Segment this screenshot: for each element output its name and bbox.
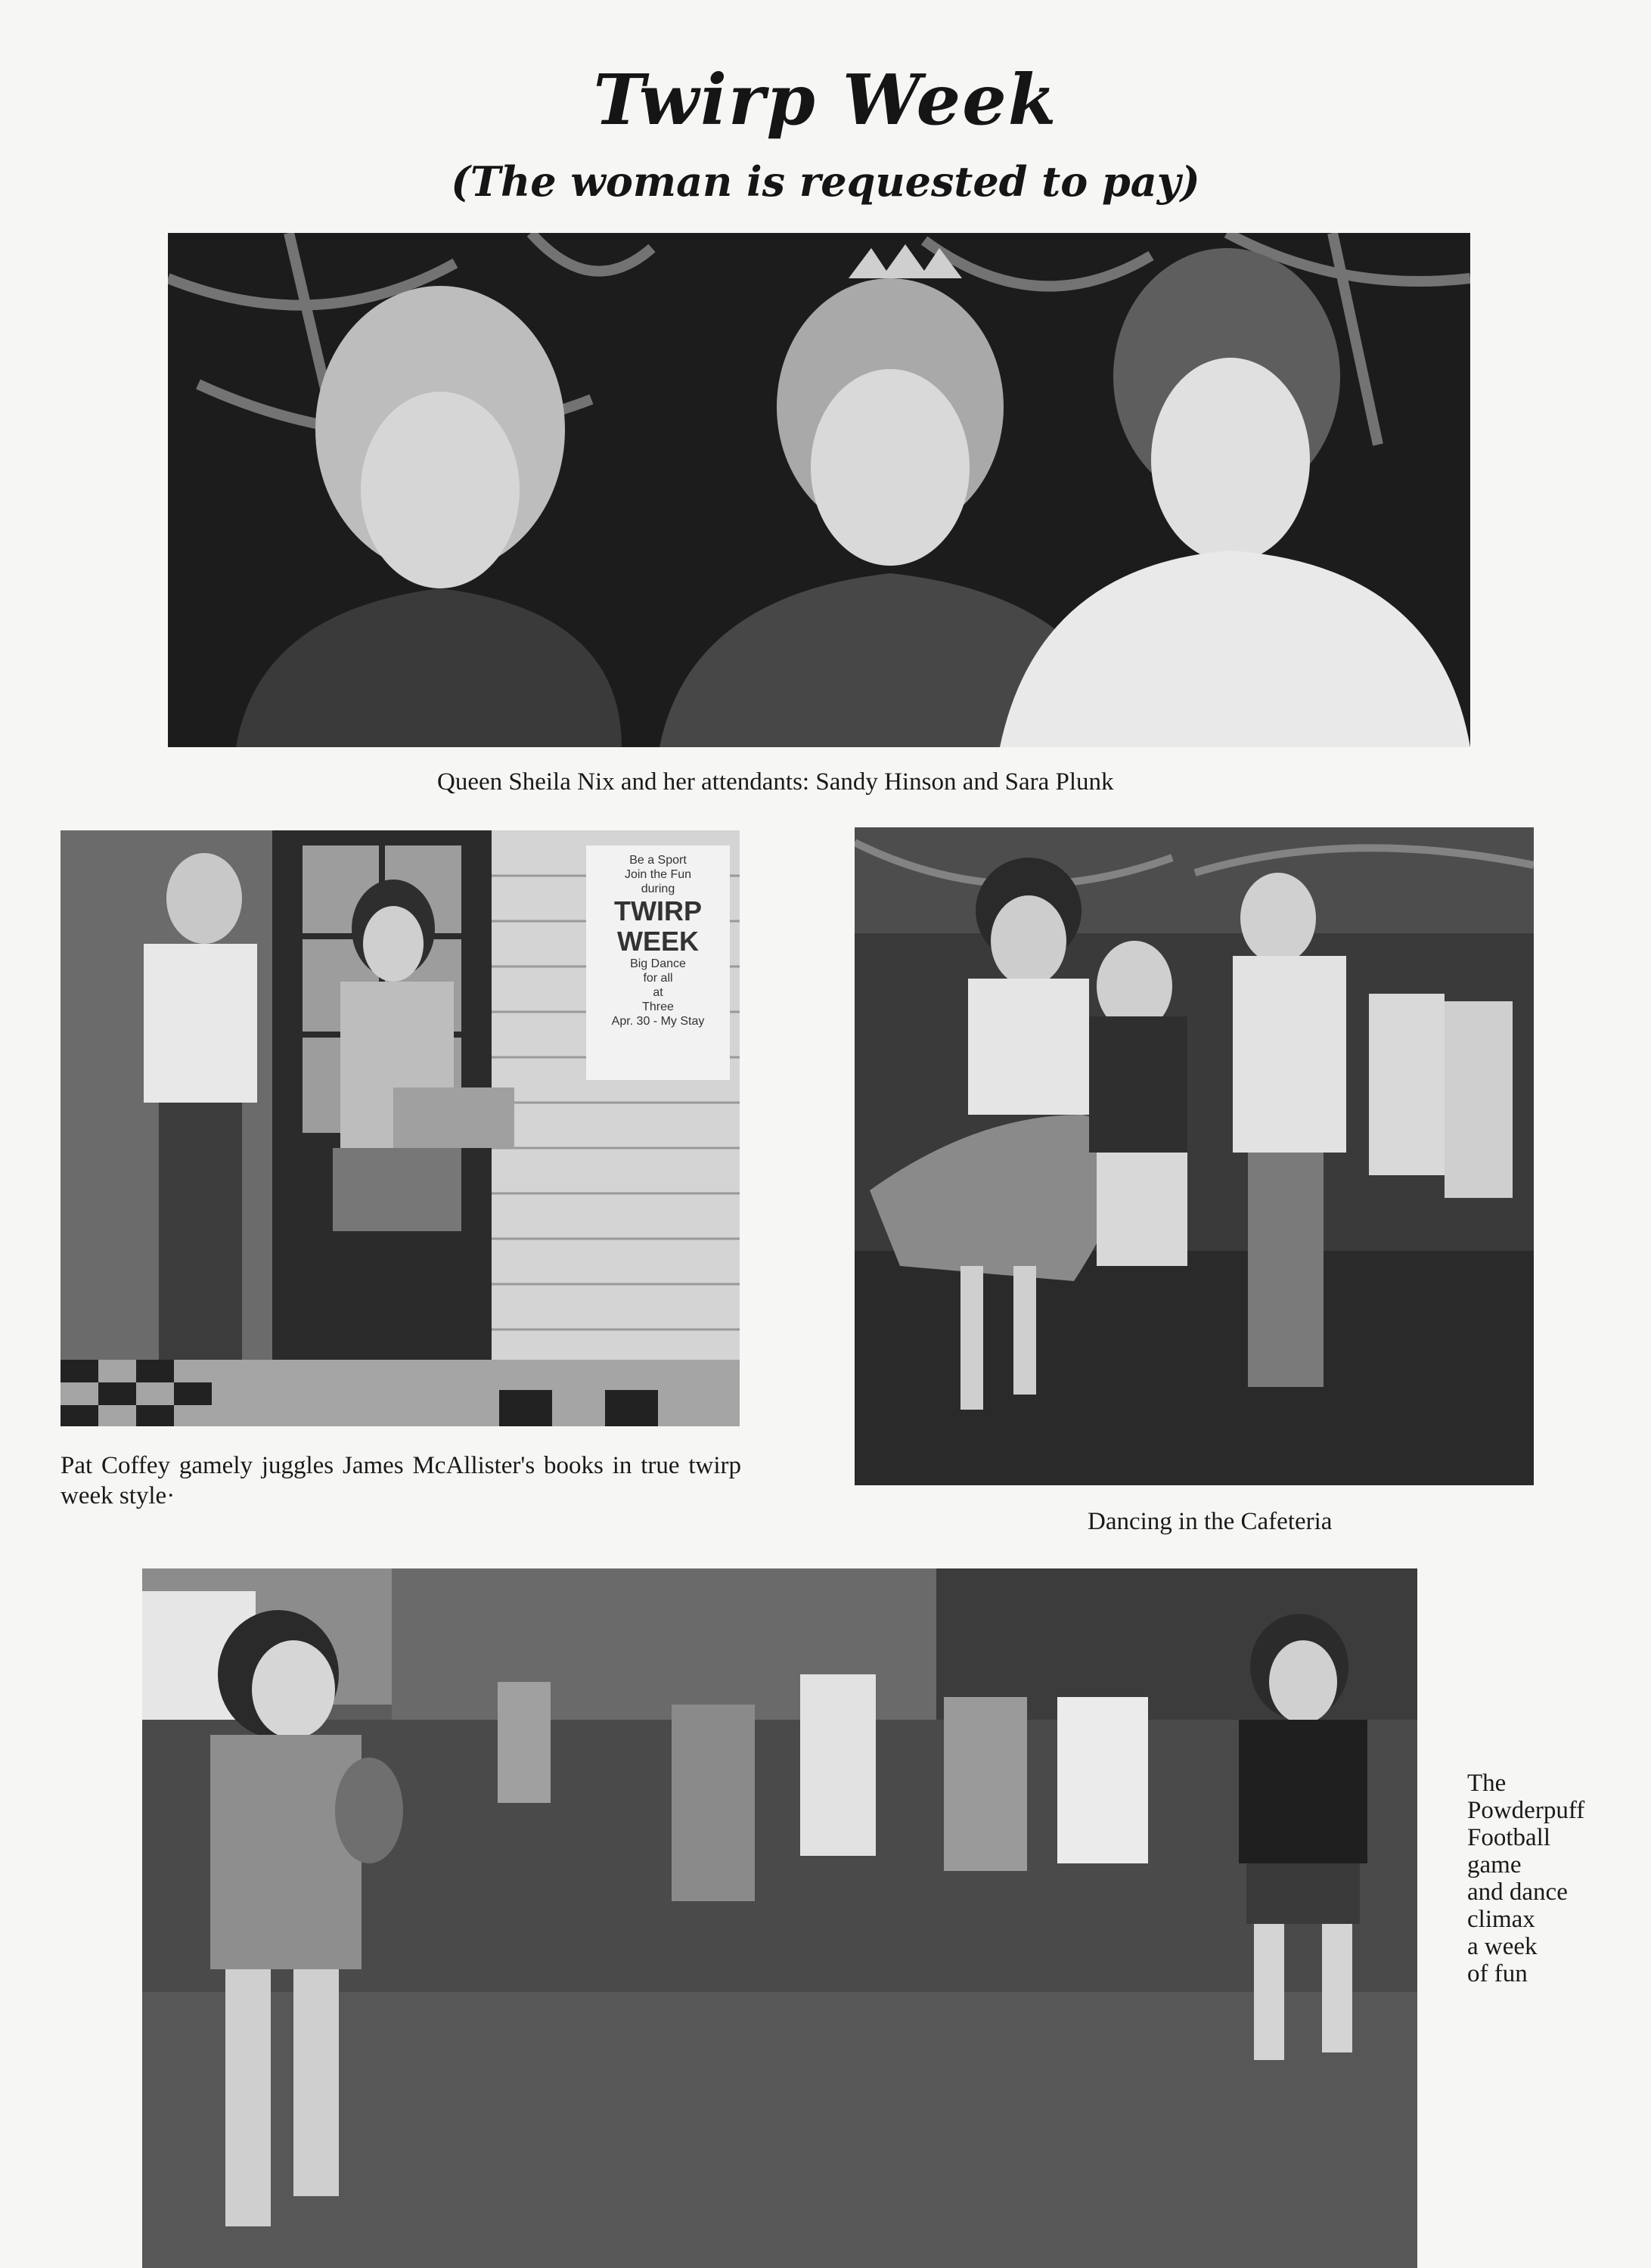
caption-powderpuff-football [1467, 1770, 1649, 1987]
caption-line: Football [1467, 1824, 1551, 1851]
photo-dancing-cafeteria [855, 827, 1534, 1485]
caption-line: The [1467, 1770, 1507, 1797]
photo-queen-and-attendants [168, 233, 1470, 747]
page-title: Twirp Week [593, 59, 1058, 141]
page-subtitle: (The woman is requested to pay) [451, 157, 1200, 206]
caption-line: Powderpuff [1467, 1797, 1585, 1824]
twirp-week-poster: Be a Sport Join the Fun during TWIRP WEEK Big Dance for all at Three Apr. 30 - My Stay [611, 854, 705, 1028]
caption-juggling-books: Pat Coffey gamely juggles James McAllister's books in true twirp week style· [61, 1452, 741, 1509]
caption-line: and dance [1467, 1879, 1568, 1906]
caption-line: of fun [1467, 1960, 1528, 1987]
photo-juggling-books [61, 830, 740, 1426]
caption-line: game [1467, 1851, 1522, 1879]
caption-line: climax [1467, 1906, 1535, 1933]
caption-dancing-cafeteria: Dancing in the Cafeteria [1088, 1508, 1333, 1535]
caption-line: a week [1467, 1933, 1538, 1960]
caption-queen-and-attendants: Queen Sheila Nix and her attendants: Sandy Hinson and Sara Plunk [437, 768, 1114, 796]
photo-powderpuff-football [142, 1568, 1417, 2268]
